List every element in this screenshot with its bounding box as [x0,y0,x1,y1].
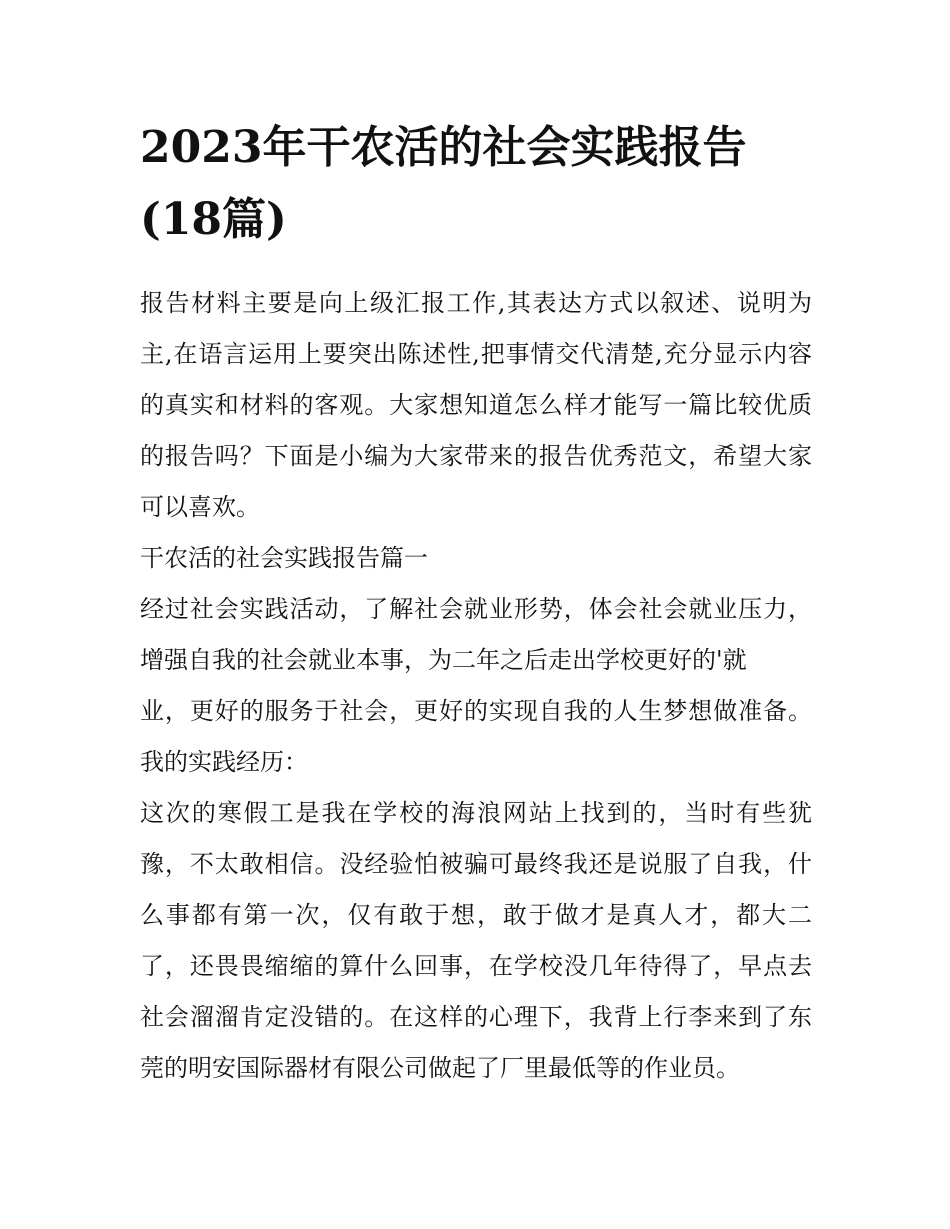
body-line-8: 增强自我的社会就业本事，为二年之后走出学校更好的'就 [140,646,747,674]
body-line-9: 业，更好的服务于社会，更好的实现自我的人生梦想做准备。 [140,697,812,725]
document-title [140,112,812,256]
body-line-16: 莞的明安国际器材有限公司做起了厂里最低等的作业员。 [140,1054,740,1082]
body-line-4: 的报告吗？下面是小编为大家带来的报告优秀范文，希望大家 [140,442,812,470]
document-title-line-1: 2023年干农活的社会实践报告 [140,122,747,173]
body-line-11: 这次的寒假工是我在学校的海浪网站上找到的，当时有些犹 [140,799,812,827]
body-line-3: 的真实和材料的客观。大家想知道怎么样才能写一篇比较优质 [140,391,812,419]
body-line-1: 报告材料主要是向上级汇报工作,其表达方式以叙述、说明为 [140,289,812,317]
body-line-2: 主,在语言运用上要突出陈述性,把事情交代清楚,充分显示内容 [140,340,812,368]
document-body [140,278,812,1094]
document-content [140,112,812,1094]
body-line-12: 豫，不太敢相信。没经验怕被骗可最终我还是说服了自我，什 [140,850,812,878]
body-line-13: 么事都有第一次，仅有敢于想，敢于做才是真人才，都大二 [140,901,812,929]
body-line-5: 可以喜欢。 [140,493,260,521]
body-line-10: 我的实践经历： [140,748,308,776]
body-line-14: 了，还畏畏缩缩的算什么回事，在学校没几年待得了，早点去 [140,952,812,980]
body-line-7: 经过社会实践活动，了解社会就业形势，体会社会就业压力， [140,595,812,623]
section-heading-1: 干农活的社会实践报告篇一 [140,544,428,572]
body-line-15: 社会溜溜肯定没错的。在这样的心理下，我背上行李来到了东 [140,1003,812,1031]
document-title-line-2: (18篇) [140,194,287,245]
